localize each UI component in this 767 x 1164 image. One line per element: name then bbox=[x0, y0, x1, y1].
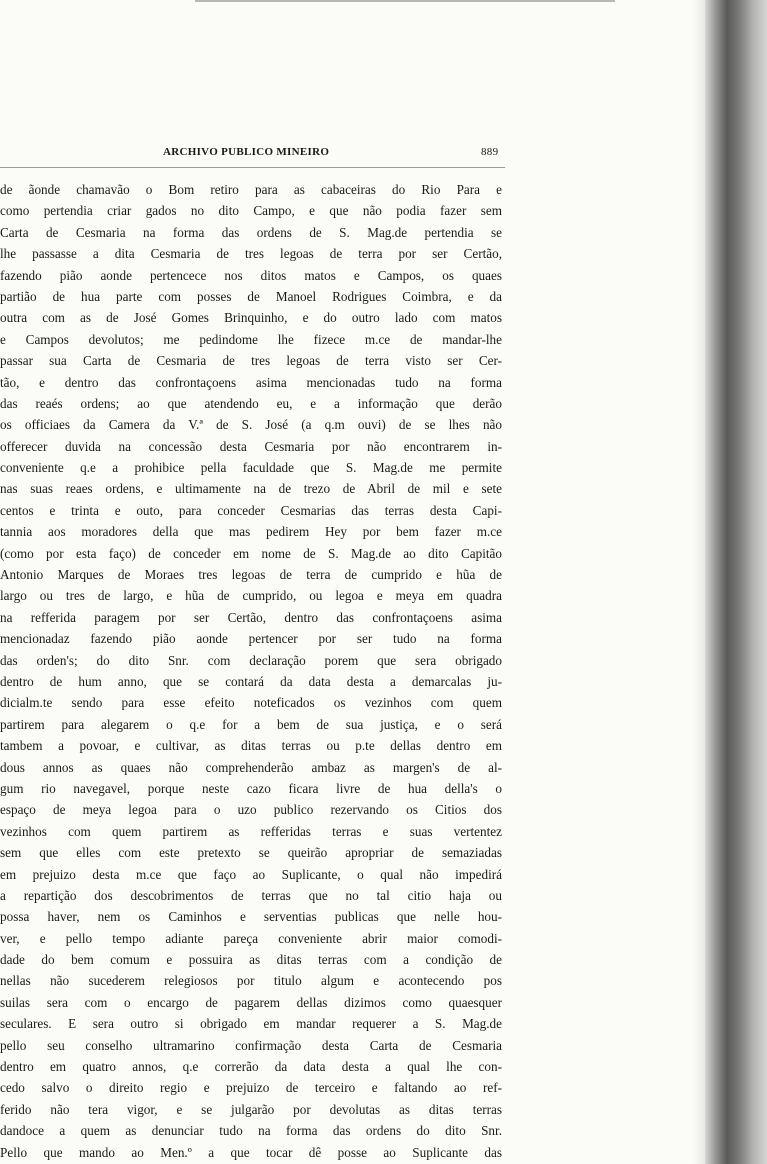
page-header bbox=[0, 146, 520, 162]
text-line: conveniente q.e a prohibice pella faculdade que S. Mag.de me permite bbox=[0, 460, 502, 476]
text-line: e Campos devolutos; me pedindome lhe fizece m.ce de mandar-lhe bbox=[0, 331, 502, 347]
text-line: mencionadaz fazendo pião aonde pertencer por ser tudo na forma bbox=[0, 631, 502, 647]
text-line: tão, e dentro das confrontaçoens asima mencionadas tudo na forma bbox=[0, 374, 502, 390]
text-line: fazendo pião aonde pertencece nos ditos matos e Campos, os quaes bbox=[0, 267, 502, 283]
text-line: espaço de meya legoa para o uzo publico rezervando os Citios dos bbox=[0, 802, 502, 818]
text-line: de ãonde chamavão o Bom retiro para as cabaceiras do Rio Para e bbox=[0, 182, 502, 197]
text-line: tannia aos moradores della que mas pedirem Hey por bem fazer m.ce bbox=[0, 524, 502, 540]
text-line: offerecer duvida na concessão desta Cesmaria por não encontrarem in- bbox=[0, 438, 502, 454]
text-line: ferido não tera vigor, e se julgarão por devolutas as ditas terras bbox=[0, 1101, 502, 1117]
text-line: ver, e pello tempo adiante pareça conveniente abrir maior comodi- bbox=[0, 930, 502, 946]
text-line: das orden's; do dito Snr. com declaração porem que sera obrigado bbox=[0, 652, 502, 668]
text-line: tambem a povoar, e cultivar, as ditas terras ou p.te dellas dentro em bbox=[0, 738, 502, 754]
text-line: das reaés ordens; ao que atendendo eu, e a informação que derão bbox=[0, 395, 502, 411]
text-line: dous annos as quaes não comprehenderão ambaz as margen's de al- bbox=[0, 759, 502, 775]
text-line: sem que elles com este pretexto se queirão apropriar de semaziadas bbox=[0, 845, 502, 861]
text-line: pello seu conselho ultramarino confirmação desta Carta de Cesmaria bbox=[0, 1037, 502, 1053]
text-line: largo ou tres de largo, e hũa de cumprido, ou legoa e meya em quadra bbox=[0, 588, 502, 604]
text-line: nellas não sucederem relegiosos por titulo algum e acontecendo pos bbox=[0, 973, 502, 989]
text-line: Antonio Marques de Moraes tres legoas de terra de cumprido e hũa de bbox=[0, 567, 502, 583]
text-line: os officiaes da Camera da V.ª de S. José (a q.m ouvi) de se lhes não bbox=[0, 417, 502, 433]
text-line: gum rio navegavel, porque neste cazo ficara livre de hua della's o bbox=[0, 780, 502, 796]
body-text bbox=[0, 179, 502, 1163]
text-line: como pertendia criar gados no dito Campo, e que não podia fazer sem bbox=[0, 203, 502, 219]
text-line: suilas sera com o encargo de pagarem dellas dizimos como quaesquer bbox=[0, 994, 502, 1010]
text-line: seculares. E sera outro si obrigado em mandar requerer a S. Mag.de bbox=[0, 1016, 502, 1032]
text-line: a repartição dos descobrimentos de terras que no tal citio haja ou bbox=[0, 887, 502, 903]
text-line: dentro de hum anno, que se contará da data desta a demarcalas ju- bbox=[0, 673, 502, 689]
text-line: cedo salvo o direito regio e prejuizo de terceiro e faltando ao ref- bbox=[0, 1080, 502, 1096]
book-spine bbox=[705, 0, 767, 1164]
text-line: dicialm.te sendo para esse efeito noteficados os vezinhos com quem bbox=[0, 695, 502, 711]
text-line: vezinhos com quem partirem as refferidas terras e suas vertentez bbox=[0, 823, 502, 839]
text-line: dade do bem comum e possuira as ditas terras com a condição de bbox=[0, 952, 502, 968]
text-line: (como por esta faço) de conceder em nome de S. Mag.de ao dito Capitão bbox=[0, 545, 502, 561]
text-line: lhe passasse a dita Cesmaria de tres legoas de terra por ser Certão, bbox=[0, 246, 502, 262]
gutter-shadow bbox=[693, 0, 705, 1164]
text-line: na refferida paragem por ser Certão, dentro das confrontaçoens asima bbox=[0, 609, 502, 625]
header-rule bbox=[0, 167, 505, 168]
text-line: partirem para alegarem o q.e for a bem de sua justiça, e o será bbox=[0, 716, 502, 732]
text-line: passar sua Carta de Cesmaria de tres legoas de terra visto ser Cer- bbox=[0, 353, 502, 369]
text-line: partião de hua parte com posses de Manoel Rodrigues Coimbra, e da bbox=[0, 288, 502, 304]
text-line: Pello que mando ao Men.º a que tocar dê posse ao Suplicante das bbox=[0, 1144, 502, 1160]
text-line: possa haver, nem os Caminhos e serventias publicas que nelle hou- bbox=[0, 909, 502, 925]
text-line: Carta de Cesmaria na forma das ordens de S. Mag.de pertendia se bbox=[0, 224, 502, 240]
running-head: ARCHIVO PUBLICO MINEIRO bbox=[163, 146, 330, 158]
text-line: em prejuizo desta m.ce que faço ao Suplicante, o qual não impedirá bbox=[0, 866, 502, 882]
text-line: dandoce a quem as denunciar tudo na forma das ordens do dito Snr. bbox=[0, 1123, 502, 1139]
text-line: dentro em quatro annos, q.e correrão da data desta a qual lhe con- bbox=[0, 1059, 502, 1075]
top-edge-rule bbox=[195, 0, 615, 2]
text-line: centos e trinta e outo, para conceder Cesmarias das terras desta Capi- bbox=[0, 502, 502, 518]
text-line: nas suas reaes ordens, e ultimamente na de trezo de Abril de mil e sete bbox=[0, 481, 502, 497]
page-number: 889 bbox=[481, 146, 499, 158]
text-line: outra com as de José Gomes Brinquinho, e do outro lado com matos bbox=[0, 310, 502, 326]
